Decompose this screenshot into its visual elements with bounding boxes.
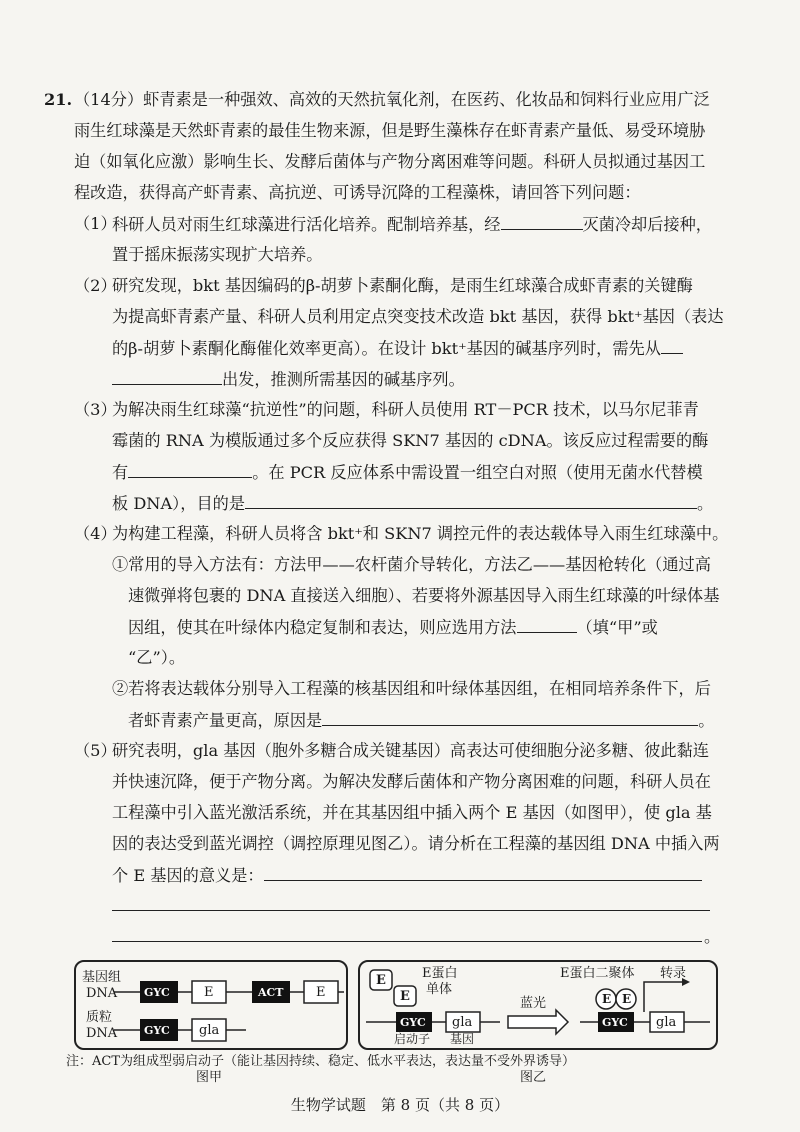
part-4-sub2-text-2b: 。: [698, 711, 715, 730]
genome-label-1: 基因组: [82, 970, 122, 985]
part-4-sub2-line-1: ②若将表达载体分别导入工程藻的核基因组和叶绿体基因组，在相同培养条件下，后: [112, 679, 711, 698]
part-4-sub1-line-2: 速微弹将包裹的 DNA 直接送入细胞）、若要将外源基因导入雨生红球藻的叶绿体基: [128, 586, 720, 605]
part-5-line-1: 研究表明，gla 基因（胞外多糖合成关键基因）高表达可使细胞分泌多糖、彼此黏连: [112, 741, 709, 760]
part-3-line-1: 为解决雨生红球藻“抗逆性”的问题，科研人员使用 RT－PCR 技术，以马尔尼菲青: [112, 400, 699, 419]
intro-line-3: 迫（如氧化应激）影响生长、发酵后菌体与产物分离困难等问题。科研人员拟通过基因工: [74, 152, 706, 171]
part-1-line-2: 置于摇床振荡实现扩大培养。: [112, 245, 323, 264]
part-2-line-1: 研究发现，bkt 基因编码的β-胡萝卜素酮化酶，是雨生红球藻合成虾青素的关键酶: [112, 276, 693, 295]
part-2-line-3: [112, 336, 683, 361]
answer-blank-5a[interactable]: [264, 863, 702, 881]
part-3-text-4b: 。: [697, 494, 714, 513]
figure-b-box: [358, 960, 718, 1050]
part-5-line-5: [112, 863, 702, 888]
part-4-sub1-text-3a: 因组，使其在叶绿体内稳定复制和表达，则应选用方法: [128, 618, 517, 637]
figure-note: 注：ACT为组成型弱启动子（能让基因持续、稳定、低水平表达，表达量不受外界诱导）: [66, 1054, 576, 1069]
blue-light-label: 蓝光: [520, 996, 547, 1011]
answer-line-5b[interactable]: [112, 910, 710, 911]
answer-blank-4b[interactable]: [322, 708, 698, 726]
answer-blank-3a[interactable]: [128, 460, 252, 478]
page-footer: 生物学试题 第 8 页（共 8 页）: [290, 1096, 510, 1114]
figure-a-box: [74, 960, 348, 1050]
part-3-line-4: [112, 491, 713, 516]
part-2-text-4: 出发，推测所需基因的碱基序列。: [222, 370, 465, 389]
figure-b-caption: 图乙: [520, 1070, 547, 1085]
answer-blank-3b[interactable]: [245, 491, 697, 509]
part-4-sub1-line-3: [128, 615, 658, 640]
monomer-label-2: 单体: [426, 982, 453, 997]
answer-blank-2a[interactable]: [661, 336, 683, 354]
answer-blank-4a[interactable]: [517, 615, 577, 633]
part-3-line-3: [112, 460, 703, 485]
part-5-line-3: 工程藻中引入蓝光激活系统，并在其基因组中插入两个 E 基因（如图甲），使 gla 基: [112, 803, 712, 822]
gla-text-left: gla: [452, 1015, 473, 1030]
answer-blank-1[interactable]: [501, 212, 583, 230]
part-1-text-a: 科研人员对雨生红球藻进行活化培养。配制培养基，经: [112, 215, 501, 234]
part-4-label: （4）: [74, 524, 117, 543]
part-1-label: （1）: [74, 214, 117, 233]
part-5-label: （5）: [74, 741, 117, 760]
part-2-line-2: 为提高虾青素产量、科研人员利用定点突变技术改造 bkt 基因，获得 bkt⁺基因（表达: [112, 307, 724, 326]
part-5-line-2: 并快速沉降，便于产物分离。为解决发酵后菌体和产物分离困难的问题，科研人员在: [112, 772, 711, 791]
figure-a-caption: 图甲: [196, 1070, 223, 1085]
part-1-line-1: [112, 212, 712, 237]
genome-label-2: DNA: [86, 986, 118, 1001]
plasmid-label-2: DNA: [86, 1026, 118, 1041]
part-3-text-4a: 板 DNA），目的是: [112, 494, 246, 513]
question-number: 21.: [44, 90, 73, 109]
gla-text: gla: [199, 1023, 220, 1038]
gyc-text-2: GYC: [144, 1024, 170, 1037]
dimer-text-right: E: [622, 992, 632, 1006]
act-text: ACT: [258, 986, 284, 999]
monomer-label-1: E蛋白: [422, 966, 458, 981]
gyc-text-right: GYC: [602, 1016, 628, 1029]
dimer-label: E蛋白二聚体: [560, 966, 635, 981]
part-5-line-4: 因的表达受到蓝光调控（调控原理见图乙）。请分析在工程藻的基因组 DNA 中插入两: [112, 834, 720, 853]
part-4-sub2-text-2a: 者虾青素产量更高，原因是: [128, 711, 323, 730]
e-text-2: E: [316, 985, 326, 1000]
gene-label: 基因: [450, 1032, 475, 1046]
intro-line-2: 雨生红球藻是天然虾青素的最佳生物来源，但是野生藻株存在虾青素产量低、易受环境胁: [74, 121, 706, 140]
part-5-end-mark: 。: [704, 927, 721, 946]
intro-line-4: 程改造，获得高产虾青素、高抗逆、可诱导沉降的工程藻株，请回答下列问题：: [74, 183, 641, 202]
transcription-label: 转录: [660, 966, 687, 981]
gla-text-right: gla: [656, 1015, 677, 1030]
intro-line-1: （14分）虾青素是一种强效、高效的天然抗氧化剂，在医药、化妆品和饲料行业应用广泛: [74, 90, 710, 109]
e-monomer-text-1: E: [376, 973, 386, 988]
gyc-text-1: GYC: [144, 986, 170, 999]
part-3-line-2: 霉菌的 RNA 为模版通过多个反应获得 SKN7 基因的 cDNA。该反应过程需要的酶: [112, 431, 709, 450]
part-5-text-5: 个 E 基因的意义是：: [112, 866, 264, 885]
plasmid-label-1: 质粒: [86, 1010, 113, 1025]
promoter-label: 启动子: [394, 1032, 431, 1046]
part-2-label: （2）: [74, 276, 117, 295]
gyc-text-left: GYC: [400, 1016, 426, 1029]
blue-light-arrow: [508, 1010, 568, 1034]
e-text-1: E: [204, 985, 214, 1000]
answer-blank-2b[interactable]: [112, 367, 222, 385]
part-3-label: （3）: [74, 400, 117, 419]
part-3-text-3b: 。在 PCR 反应体系中需设置一组空白对照（使用无菌水代替模: [252, 463, 703, 482]
part-4-sub1-line-4: “乙”）。: [128, 648, 186, 667]
part-3-text-3a: 有: [112, 463, 129, 482]
part-4-line-1: 为构建工程藻，科研人员将含 bkt⁺和 SKN7 调控元件的表达载体导入雨生红球藻中。: [112, 524, 729, 543]
part-2-line-4: [112, 367, 465, 392]
e-monomer-text-2: E: [400, 989, 410, 1004]
part-4-sub2-line-2: [128, 708, 714, 733]
part-1-text-b: 灭菌冷却后接种，: [582, 215, 712, 234]
dimer-text-left: E: [602, 992, 612, 1006]
part-4-sub1-line-1: ①常用的导入方法有：方法甲——农杆菌介导转化，方法乙——基因枪转化（通过高: [112, 555, 711, 574]
part-4-sub1-text-3b: （填“甲”或: [576, 618, 658, 637]
part-2-text-3: 的β-胡萝卜素酮化酶催化效率更高）。在设计 bkt⁺基因的碱基序列时，需先从: [112, 339, 661, 358]
answer-line-5c[interactable]: [112, 941, 702, 942]
